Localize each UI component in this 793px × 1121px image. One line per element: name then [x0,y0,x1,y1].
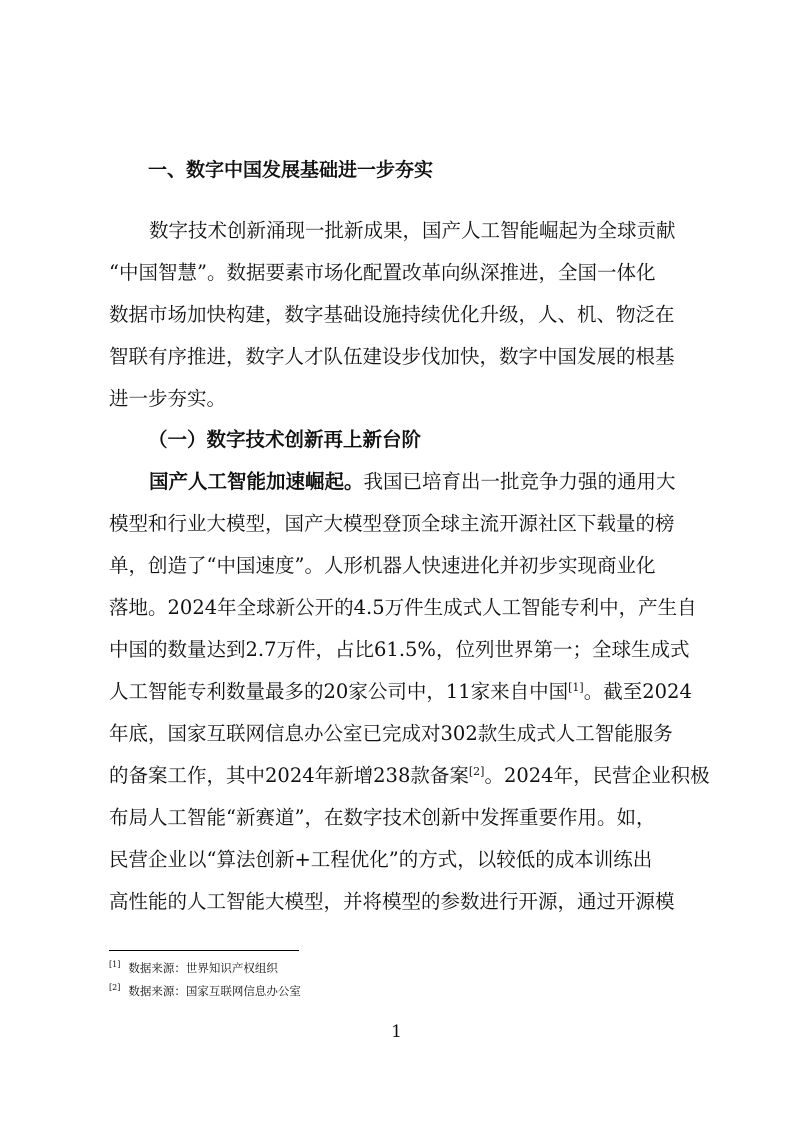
ai-line [109,755,710,797]
subsection-heading: （一）数字技术创新再上新台阶 [148,428,422,451]
ai-line-text: 的备案工作，其中2024年新增238款备案 [109,764,469,787]
ai-line: 民营企业以“算法创新+工程优化”的方式，以较低的成本训练出 [109,848,653,871]
ai-line-text: 。2024年，民营企业积极 [484,764,710,787]
footnote-divider [109,950,299,951]
footnote-text: 数据来源：世界知识产权组织 [128,961,278,975]
ai-line: 中国的数量达到2.7万件，占比61.5%，位列世界第一；全球生成式 [109,638,690,661]
footnote-text: 数据来源：国家互联网信息办公室 [128,984,301,998]
ai-line: 模型和行业大模型，国产大模型登顶全球主流开源社区下载量的榜 [109,512,675,535]
ai-line: 高性能的人工智能大模型，并将模型的参数进行开源，通过开源模 [109,890,675,913]
footnote-mark: [2] [109,983,121,992]
ai-line-text: 。截至2024 [583,680,692,703]
ai-line [109,671,692,713]
ai-line: 单，创造了“中国速度”。人形机器人快速进化并初步实现商业化 [109,554,656,577]
lead-phrase: 国产人工智能加速崛起。 [149,470,364,493]
intro-line: 数据市场加快构建，数字基础设施持续优化升级，人、机、物泛在 [109,303,675,326]
intro-line: 智联有序推进，数字人才队伍建设步伐加快，数字中国发展的根基 [109,345,675,368]
footnote-mark: [1] [109,960,121,969]
ai-line [109,461,689,503]
intro-line: 进一步夯实。 [109,387,227,410]
ai-line-text: 人工智能专利数量最多的20家公司中，11家来自中国 [109,680,569,703]
intro-line: 数字技术创新涌现一批新成果，国产人工智能崛起为全球贡献 [149,219,676,242]
ai-paragraph [109,461,710,923]
footnote-ref-1[interactable]: [1] [568,681,584,694]
ai-line: 落地。2024年全球新公开的4.5万件生成式人工智能专利中，产生自 [109,596,697,619]
intro-paragraph [109,210,689,420]
ai-line: 年底，国家互联网信息办公室已完成对302款生成式人工智能服务 [109,722,673,745]
ai-line: 布局人工智能“新赛道”，在数字技术创新中发挥重要作用。如， [109,806,656,829]
section-heading: 一、数字中国发展基础进一步夯实 [148,159,434,181]
ai-line-text: 我国已培育出一批竞争力强的通用大 [363,470,676,493]
footnote-1 [109,960,278,976]
footnote-2 [109,983,301,999]
intro-line: “中国智慧”。数据要素市场化配置改革向纵深推进，全国一体化 [109,261,656,284]
footnote-ref-2[interactable]: [2] [468,765,485,778]
page-number: 1 [391,1022,402,1042]
